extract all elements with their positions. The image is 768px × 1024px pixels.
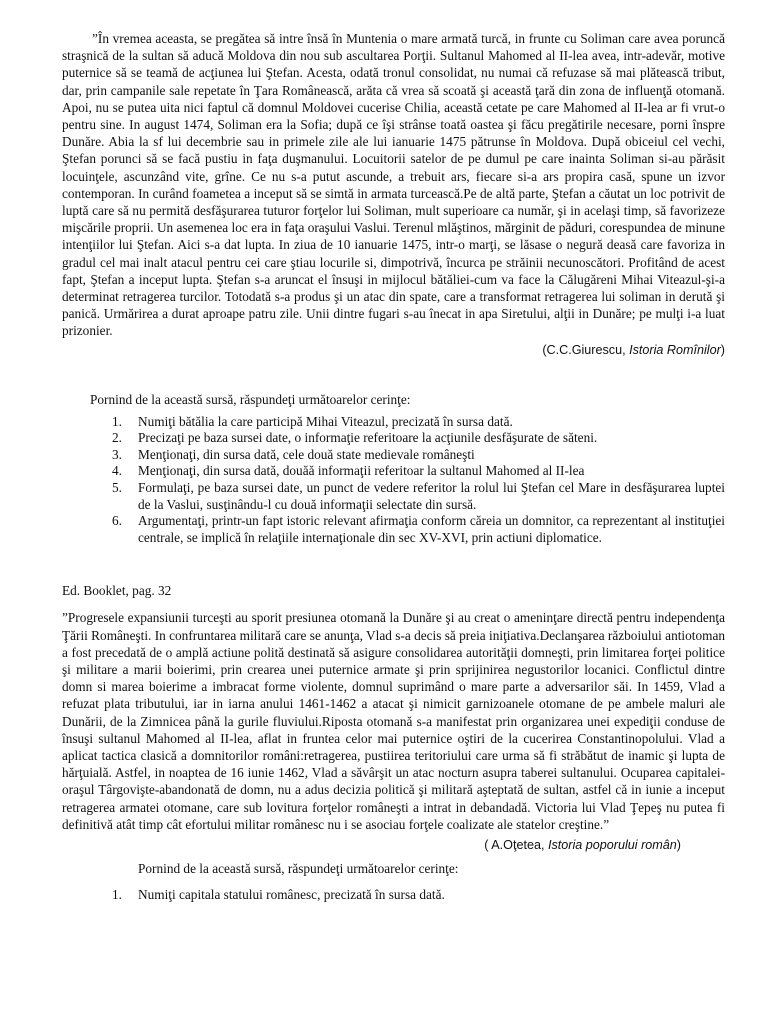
source-1-citation-author: (C.C.Giurescu, (542, 342, 630, 357)
source-2-task-list (62, 887, 725, 904)
task-item (62, 887, 725, 904)
source-1-citation-end: ) (720, 342, 725, 357)
source-1-citation-title: Istoria Romînilor (629, 342, 721, 357)
task-text: Menţionaţi, din sursa dată, cele două state medievale româneşti (138, 446, 475, 462)
task-text: Numiţi bătălia la care participă Mihai Viteazul, precizată în sursa dată. (138, 413, 513, 429)
task-text: Menţionaţi, din sursa dată, douăă informaţii referitoar la sultanul Mahomed al II-lea (138, 463, 585, 479)
task-text: Argumentaţi, printr-un fapt istoric relevant afirmaţia conform căreia un domnitor, ca reprezentant al instituţiei centrale, se implică în relaţiile internaţionale din sec XV-XVI, prin actiuni diplomatice. (138, 513, 725, 545)
task-item (62, 414, 725, 431)
task-number: 4. (112, 463, 122, 479)
task-text: Precizaţi pe baza sursei date, o informaţie referitoare la acţiunile desfăşurate de săteni. (138, 430, 598, 446)
source-2-citation-title: Istoria poporului român (547, 838, 677, 853)
task-number: 5. (112, 480, 122, 496)
task-number: 1. (112, 413, 122, 429)
source-1-prompt: Pornind de la această sursă, răspundeţi următoarelor cerinţe: (90, 391, 411, 407)
source-1-text: ”În vremea aceasta, se pregătea să intre însă în Muntenia o mare armată turcă, in frunte cu Soliman care avea poruncă straşnică de la sultan să aducă Moldova din nou sub ascultarea Porţii. Sultanul Mahomed al II-lea avea, intr-adevăr, motive puternice să se teamă de acţiunea lui Ştefan. Acesta, odată tronul consolidat, nu numai că refuzase să mai plătească tribut, dar, prin campanile sale repetate în Ţara Românească, arăta că vrea să scoată şi această ţară din zona de influenţă otomană. Apoi, nu se putea uita nici faptul că domnul Moldovei cucerise Chilia, această cetate pe care Mahomed al II-lea ar fi vrut-o pentru sine. In august 1474, Soliman era la Sofia; după ce îşi strânse toată oastea şi făcu pregătirile necesare, porni înspre Dunăre. Abia la sf lui decembrie sau in primele zile ale lui ianuarie 1475 pătrunse în Moldova. După obiceiul cel vechi, Ştefan porunci să se facă pustiu in faţa duşmanului. Locuitorii satelor de pe dumul pe care inainta Soliman si-au părăsit locuinţele, ascunzând vite, grîne. Ce nu s-a putut ascunde, a trebuit ars, fiecare si-a ars propira casă, spune un izvor contemporan. In curând foametea a inceput să se simtă in armata turcească.Pe de altă parte, Ştefan a căutat un loc potrivit de luptă care să nu permită desfăşurarea tuturor forţelor lui Soliman, mult superioare ca număr, şi in acelaşi timp, să favorizeze mişcările proprii. Un asemenea loc era in faţa oraşului Vaslui. Terenul mlăştinos, mărginit de păduri, corespundea de minune intenţiilor lui Ştefan. Aici s-a dat lupta. In ziua de 10 ianuarie 1475, intr-o marţi, se lăsase o negură deasă care favoriza in gradul cel mai inalt atacul pentru cei care ştiau locurile si, dimpotrivă, încurca pe străinii necunoscători. Profitând de acest fapt, Ştefan a inceput lupta. Ştefan s-a aruncat el însuşi in mijlocul bătăliei-cum va face la Călugăreni Mihai Viteazul-şi-a determinat retragerea turcilor. Totodată s-a produs şi un atac din spate, care a transformat retragerea lui soliman in derută şi panică. Urmărirea a durat aproape patru zile. Unii dintre fugari s-au înecat in apa Siretului, alţii in Dunăre; pe mulţi i-a luat prizonier. (62, 31, 725, 339)
source-1-task-list (62, 414, 725, 547)
task-item (62, 430, 725, 447)
booklet-reference: Ed. Booklet, pag. 32 (62, 583, 172, 599)
document-page (62, 30, 725, 904)
source-2-citation (62, 837, 725, 854)
task-number: 1. (112, 887, 122, 903)
task-item (62, 447, 725, 464)
source-2-text: ”Progresele expansiunii turceşti au sporit presiunea otomană la Dunăre şi au creat o ameninţare directă pentru independenţa Ţării Româneşti. In confruntarea militară care se anunţa, Vlad s-a decis să preia iniţiativa.Declanşarea războiului antiotoman a fost precedată de o amplă actiune polită destinată să asigure consolidarea autorităţii domneşti, prin limitarea forţei politice şi militare a marii boierimi, prin crearea unei puternice armate şi prin sprijinirea negustorilor locanici. Conflictul dintre domn si marea boierime a imbracat forme violente, domnul suprimând o mare parte a adversarilor săi. In 1459, Vlad a refuzat plata tributului, iar in iarna anului 1461-1462 a atacat şi nimicit garnizoanele otomane de pe ambele maluri ale Dunării, de la Zimnicea până la gurile fluviului.Riposta otomană s-a manifestat prin organizarea unei expediţii conduse de însuşi sultanul Mahomed al II-lea, aflat in fruntea celor mai puternice oştiri de la cucerirea Constantinopolului. Vlad a aplicat tactica clasică a domnitorilor români:retragerea, pustiirea teritoriului care urma să fi străbătut de inamic şi lupta de hărţuială. Astfel, in noaptea de 16 iunie 1462, Vlad a săvârşit un atac nocturn asupra taberei sultanului. Ocuparea capitalei-oraşul Târgovişte-abandonată de domn, nu a adus decizia politică şi militară aşteptată de sultan, astfel că in iunie a inceput retragerea armatei otomane, care sub lovitura forţelor româneşti a intrat in debandadă. Victoria lui Vlad Ţepeş nu putea fi definitivă atât timp cât efortului militar românesc nu i se asociau forţele coalizate ale statelor creştine.” (62, 610, 725, 832)
task-item (62, 513, 725, 546)
source-2-citation-author: ( A.Oţetea, (484, 838, 548, 853)
task-text: Formulaţi, pe baza sursei date, un punct de vedere referitor la rolul lui Ştefan cel Mare in desfăşurarea luptei de la Vaslui, susţinându-l cu două informaţii selectate din sursă. (138, 480, 725, 512)
task-text: Numiţi capitala statului românesc, precizată în sursa dată. (138, 887, 445, 903)
task-number: 6. (112, 513, 122, 529)
source-1-citation (62, 342, 725, 359)
source-2-citation-end: ) (676, 838, 681, 853)
task-number: 2. (112, 430, 122, 446)
task-item (62, 463, 725, 480)
task-number: 3. (112, 446, 122, 462)
source-2-prompt: Pornind de la această sursă, răspundeţi următoarelor cerinţe: (138, 861, 459, 877)
task-item (62, 480, 725, 513)
